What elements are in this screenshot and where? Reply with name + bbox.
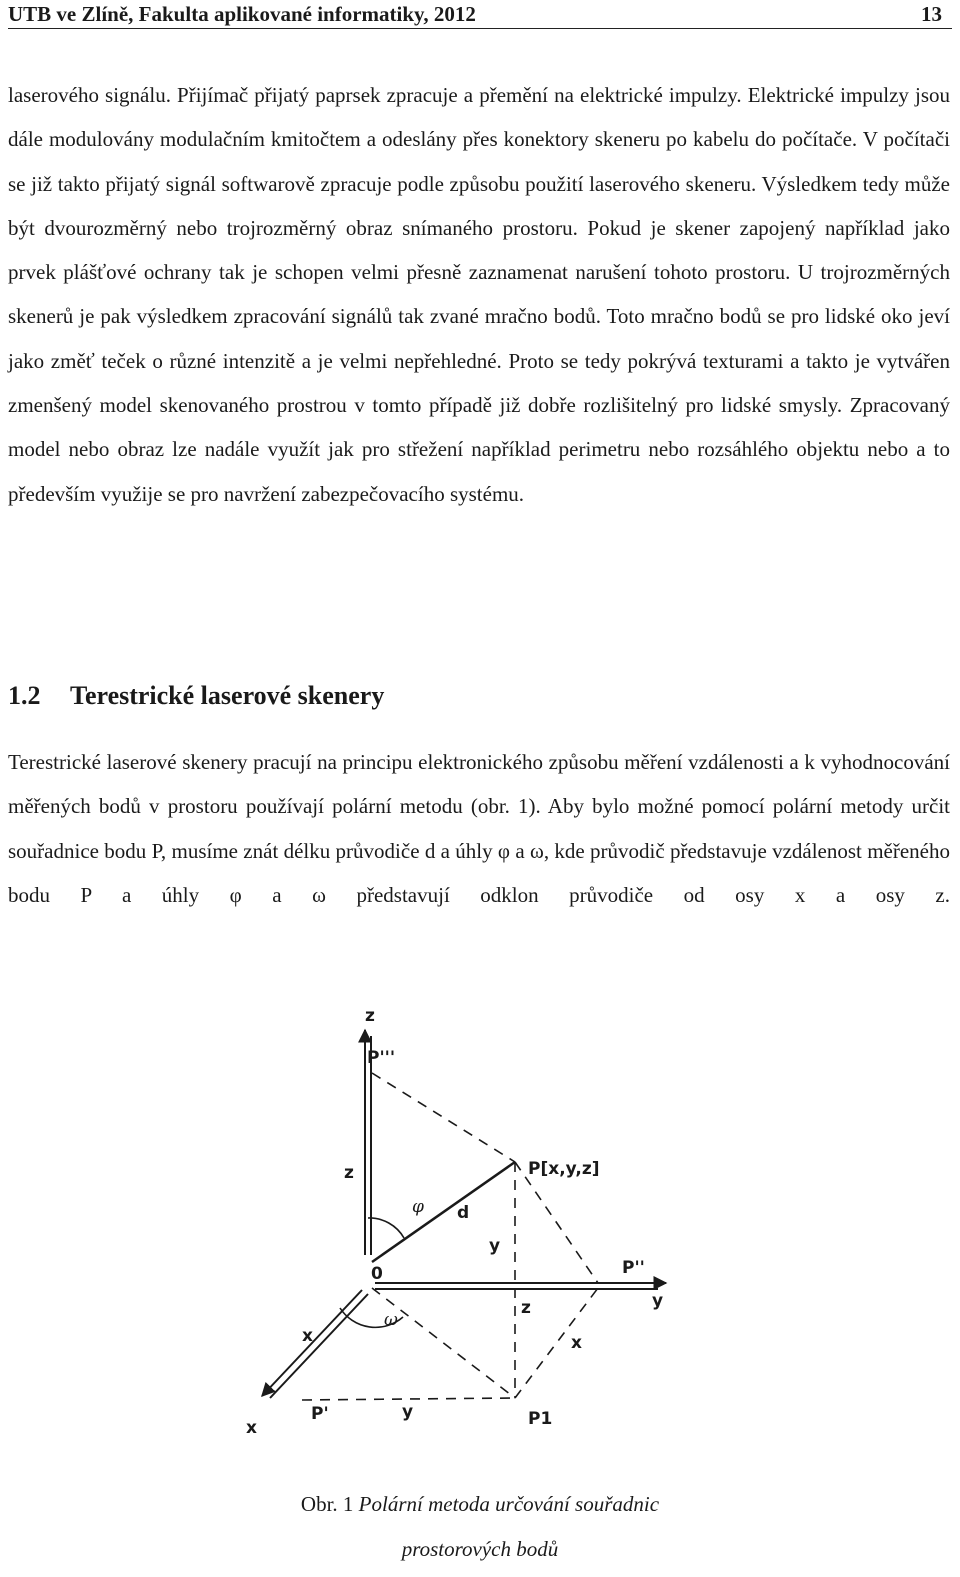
label-origin: 0 [371, 1264, 383, 1284]
label-y-lower: y [402, 1402, 414, 1422]
label-y-seg: y [489, 1236, 501, 1256]
label-p-single: P' [311, 1404, 329, 1424]
construction-lines [302, 1073, 598, 1400]
label-p-double: P'' [622, 1258, 645, 1278]
polar-method-figure [230, 990, 690, 1450]
y-axis [375, 1283, 666, 1289]
label-z-lower: z [521, 1298, 531, 1318]
caption-label: Obr. 1 [300, 1492, 354, 1516]
label-x-axis: x [246, 1418, 257, 1438]
x-axis [262, 1290, 368, 1398]
label-p-main: P[x,y,z] [528, 1159, 600, 1179]
label-omega: ω [384, 1310, 398, 1330]
label-p1: P1 [528, 1409, 553, 1429]
figure-caption [0, 1492, 960, 1517]
label-d: d [457, 1203, 470, 1223]
label-x-seg: x [302, 1326, 313, 1346]
label-z-axis: z [365, 1006, 375, 1026]
body-paragraph-2: Terestrické laserové skenery pracují na principu elektronického způsobu měření vzdálenosti a k vyhodnocování měřených bodů v prostoru používají polární metodu (obr. 1). Aby bylo možné pomocí polární metody určit souřadnice bodu P, musíme znát délku průvodiče d a úhly φ a ω, kde průvodič představuje vzdálenost měřeného bodu P a úhly φ a ω představují odklon průvodiče od osy x a osy z. [8, 750, 950, 907]
label-p-triple: P''' [367, 1048, 396, 1068]
caption-text-line2: prostorových bodů [401, 1537, 559, 1561]
page-number: 13 [921, 2, 942, 26]
label-x-axis-dist: x [571, 1333, 582, 1353]
page-header [8, 0, 952, 29]
section-number: 1.2 [8, 681, 41, 710]
label-phi: φ [412, 1197, 424, 1217]
section-title: Terestrické laserové skenery [70, 681, 385, 710]
label-z-seg: z [344, 1163, 354, 1183]
header-title: UTB ve Zlíně, Fakulta aplikované informatiky, 2012 [8, 2, 476, 26]
label-y-axis: y [652, 1291, 664, 1311]
caption-text-line1: Polární metoda určování souřadnic [358, 1492, 660, 1516]
body-paragraph-1: laserového signálu. Přijímač přijatý paprsek zpracuje a přemění na elektrické impulzy. Elektrické impulzy jsou dále modulovány modulačním kmitočtem a odeslány přes konektory skeneru po kabelu do počítače. V počítači se již takto přijatý signál softwarově zpracuje podle způsobu použití laserového skeneru. Výsledkem tedy může být dvourozměrný nebo trojrozměrný obraz snímaného prostoru. Pokud je skener zapojený například jako prvek plášťové ochrany tak je schopen velmi přesně zaznamenat narušení tohoto prostoru. U trojrozměrných skenerů je pak výsledkem zpracování signálů tak zvané mračno bodů. Toto mračno bodů se pro lidské oko jeví jako změť teček o různé intenzitě a je velmi nepřehledné. Proto se tedy pokrývá texturami a takto je vytvářen zmenšený model skenovaného prostrou v tomto případě již dobře rozlišitelný pro lidské smysly. Zpracovaný model nebo obraz lze nadále využít jak pro střežení například perimetru nebo rozsáhlého objektu nebo a to především využije se pro navržení zabezpečovacího systému. [8, 83, 950, 506]
section-heading [8, 681, 384, 711]
